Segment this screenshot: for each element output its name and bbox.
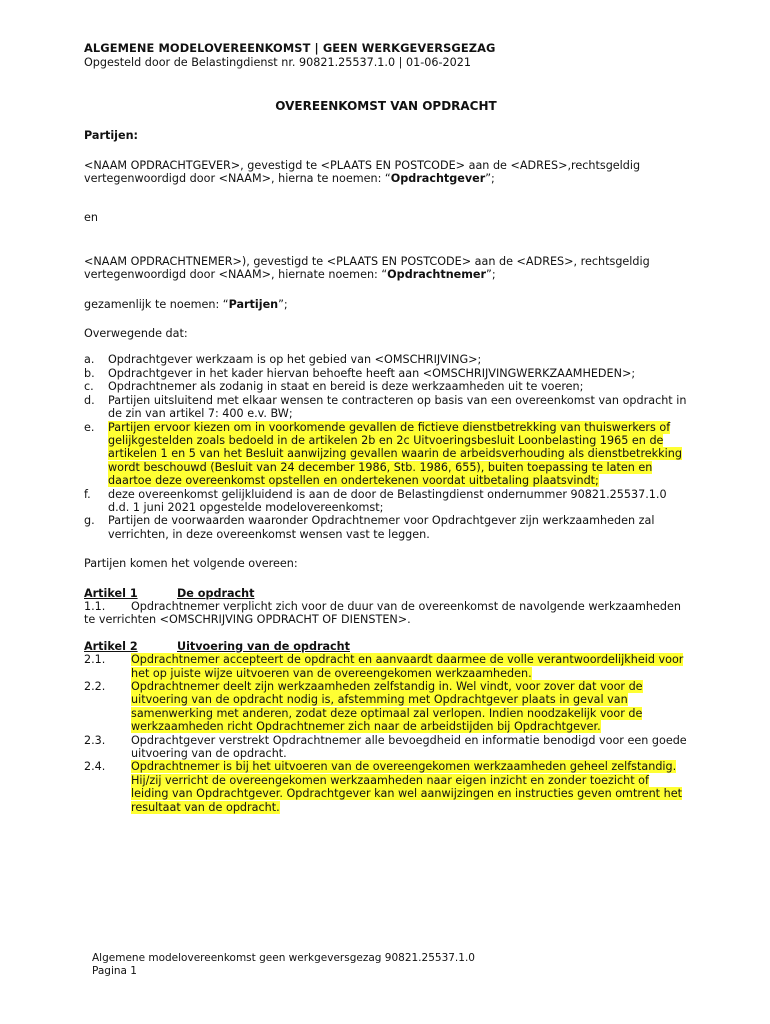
article1-heading	[84, 587, 688, 600]
whereas-label: Overwegende dat:	[84, 327, 188, 341]
clause-text: Opdrachtnemer verplicht zich voor de duur van de overeenkomst de navolgende werkzaamheden te verrichten <OMSCHRIJVING OPDRACHT OF DIENSTEN>.	[84, 599, 681, 627]
article-title: Uitvoering van de opdracht	[177, 639, 350, 653]
highlighted-text: Opdrachtnemer is bij het uitvoeren van de overeengekomen werkzaamheden geheel zelfstandig. Hij/zij verricht de overeengekomen werkzaamheden naar eigen inzicht en zonder toezicht of leiding van Opdrachtgever. Opdrachtgever kan wel aanwijzingen en instructies geven omtrent het resultaat van de opdracht.	[131, 760, 682, 814]
list-marker: d.	[84, 393, 95, 407]
clause-2-2	[84, 680, 688, 734]
header-title: ALGEMENE MODELOVEREENKOMST | GEEN WERKGEVERSGEZAG	[84, 41, 496, 55]
article-title: De opdracht	[177, 586, 255, 600]
document-title: OVEREENKOMST VAN OPDRACHT	[275, 98, 497, 113]
clause-text: Opdrachtgever verstrekt Opdrachtnemer alle bevoegdheid en informatie benodigd voor een goede uitvoering van de opdracht.	[131, 733, 687, 761]
list-marker: e.	[84, 420, 95, 434]
list-item	[84, 488, 688, 515]
party2-end: ”;	[486, 268, 496, 282]
highlighted-text: Partijen ervoor kiezen om in voorkomende gevallen de fictieve dienstbetrekking van thuiswerkers of gelijkgestelden zoals bedoeld in de artikelen 2b en 2c Uitvoeringsbesluit Loonbelasting 1965 en de artikelen 1 en 5 van het Besluit aanwijzing gevallen waarin de arbeidsverhouding als dienstbetrekking wordt beschouwd (Besluit van 24 december 1986, Stb. 1986, 655), buiten toepassing te laten en daartoe deze overeenkomst opstellen en ondertekenen voordat uitbetaling plaatsvindt;	[108, 420, 682, 488]
clause-number: 2.4.	[84, 760, 106, 774]
document-page	[84, 42, 688, 814]
parties-label: Partijen:	[84, 129, 139, 143]
party1-text: <NAAM OPDRACHTGEVER>, gevestigd te <PLAATS EN POSTCODE> aan de <ADRES>,rechtsgeldig vertegenwoordigd door <NAAM>, hierna te noemen: “	[84, 158, 641, 186]
article2-heading	[84, 640, 688, 653]
jointly-bold: Partijen	[228, 297, 279, 311]
jointly-paragraph	[84, 298, 688, 311]
highlighted-text: Opdrachtnemer deelt zijn werkzaamheden zelfstandig in. Wel vindt, voor zover dat voor de uitvoering van de opdracht nodig is, afstemming met Opdrachtgever plaats in geval van samenwerking met anderen, zodat deze optimaal zal verlopen. Indien noodzakelijk voor de werkzaamheden richt Opdrachtnemer zich naar de arbeidstijden bij Opdrachtgever.	[131, 680, 643, 734]
list-text: Partijen de voorwaarden waaronder Opdrachtnemer voor Opdrachtgever zijn werkzaamheden zal verrichten, in deze overeenkomst wensen vast te leggen.	[108, 514, 655, 541]
article-number: Artikel 2	[84, 639, 138, 653]
party1-end: ”;	[485, 172, 495, 186]
clause-2-3	[84, 734, 688, 761]
recitals-list	[84, 353, 688, 541]
list-item	[84, 380, 688, 393]
list-marker: a.	[84, 353, 95, 367]
party1-bold: Opdrachtgever	[390, 172, 486, 186]
list-text: deze overeenkomst gelijkluidend is aan de door de Belastingdienst ondernummer 90821.25537.1.0 d.d. 1 juni 2021 opgestelde modelovereenkomst;	[108, 487, 667, 514]
party2-text: <NAAM OPDRACHTNEMER>), gevestigd te <PLAATS EN POSTCODE> aan de <ADRES>, rechtsgeldig vertegenwoordigd door <NAAM>, hiernate noemen: “	[84, 254, 650, 282]
article-number: Artikel 1	[84, 586, 138, 600]
page-footer	[92, 952, 475, 978]
and-text: en	[84, 211, 98, 225]
list-item	[84, 367, 688, 380]
party2-paragraph	[84, 255, 688, 282]
list-item	[84, 514, 688, 541]
list-text: Opdrachtgever in het kader hiervan behoefte heeft aan <OMSCHRIJVINGWERKZAAMHEDEN>;	[108, 366, 636, 380]
list-text: Partijen uitsluitend met elkaar wensen te contracteren op basis van een overeenkomst van opdracht in de zin van artikel 7: 400 e.v. BW;	[108, 393, 687, 421]
list-marker: f.	[84, 487, 91, 501]
clause-number: 2.2.	[84, 680, 106, 693]
list-text: Opdrachtgever werkzaam is op het gebied van <OMSCHRIJVING>;	[108, 353, 482, 367]
jointly-text: gezamenlijk te noemen: “	[84, 297, 229, 311]
list-item	[84, 394, 688, 421]
party2-bold: Opdrachtnemer	[387, 268, 487, 282]
clause-2-4	[84, 760, 688, 814]
list-marker: g.	[84, 514, 95, 528]
highlighted-text: Opdrachtnemer accepteert de opdracht en aanvaardt daarmee de volle verantwoordelijkheid voor het op juiste wijze uitvoeren van de overeengekomen werkzaamheden.	[131, 653, 684, 680]
header-subtitle: Opgesteld door de Belastingdienst nr. 90821.25537.1.0 | 01-06-2021	[84, 56, 471, 70]
list-marker: c.	[84, 380, 94, 394]
list-marker: b.	[84, 366, 95, 380]
clause-number: 2.3.	[84, 733, 106, 747]
party1-paragraph	[84, 159, 688, 186]
list-item	[84, 421, 688, 488]
agree-text: Partijen komen het volgende overeen:	[84, 557, 298, 571]
clause-2-1	[84, 653, 688, 680]
jointly-end: ”;	[278, 297, 288, 311]
clause-number: 2.1.	[84, 653, 106, 667]
list-item	[84, 353, 688, 366]
footer-page-number: Pagina 1	[92, 965, 137, 977]
clause-number: 1.1.	[84, 599, 106, 613]
list-text: Opdrachtnemer als zodanig in staat en bereid is deze werkzaamheden uit te voeren;	[108, 380, 584, 394]
clause-1-1	[84, 600, 688, 627]
footer-line-1: Algemene modelovereenkomst geen werkgeversgezag 90821.25537.1.0	[92, 952, 475, 964]
